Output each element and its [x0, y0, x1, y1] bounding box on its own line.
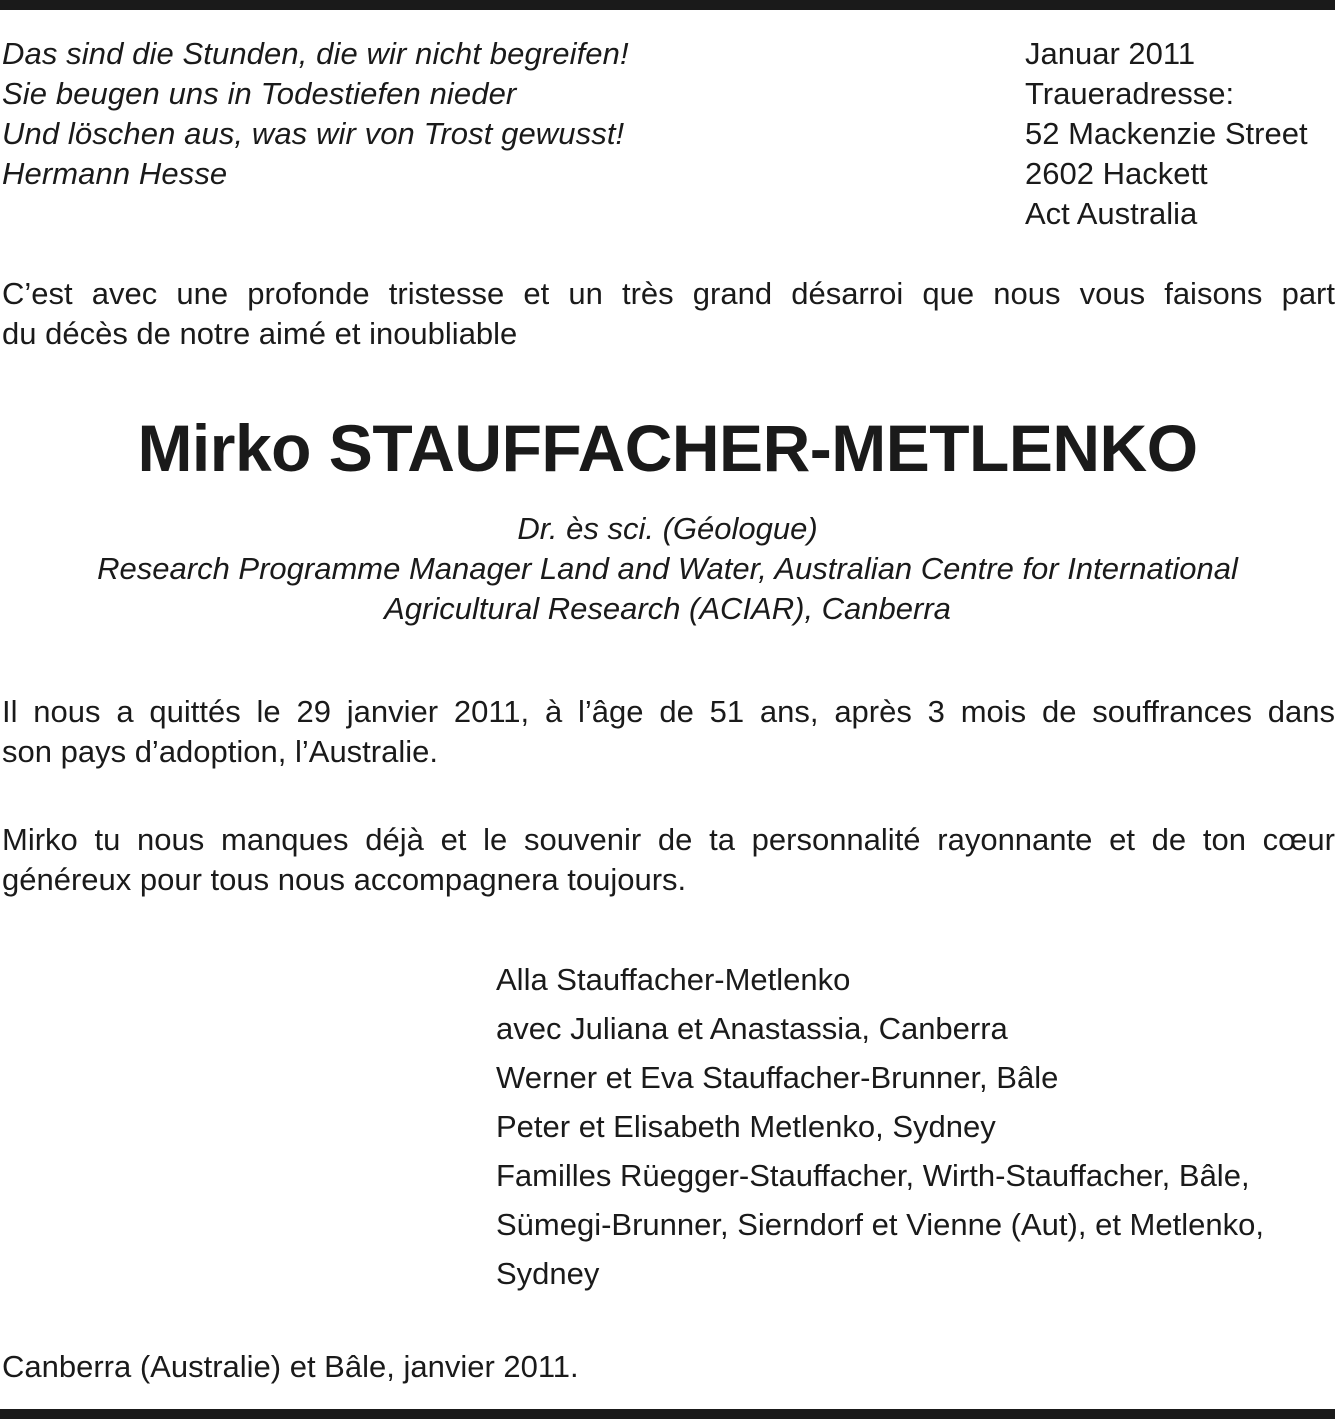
deceased-name: Mirko STAUFFACHER-METLENKO: [137, 411, 1198, 485]
address-label: Traueradresse:: [1025, 76, 1235, 111]
passing-paragraph: [2, 692, 1335, 772]
memory-line: Mirko tu nous manques déjà et le souvenir de ta personnalité rayonnante et de ton cœur: [2, 822, 1335, 857]
poem-line: Und löschen aus, was wir von Trost gewusst!: [2, 116, 625, 151]
poem-line: Das sind die Stunden, die wir nicht begreifen!: [2, 36, 629, 71]
memory-line: généreux pour tous nous accompagnera toujours.: [2, 862, 687, 897]
title-line: Agricultural Research (ACIAR), Canberra: [384, 591, 951, 626]
poem-author: Hermann Hesse: [2, 156, 228, 191]
title-line: Research Programme Manager Land and Water, Australian Centre for International: [97, 551, 1238, 586]
intro-line: du décès de notre aimé et inoubliable: [2, 316, 518, 351]
title-line: Dr. ès sci. (Géologue): [517, 511, 818, 546]
deceased-titles: [0, 509, 1335, 629]
address-country: Act Australia: [1025, 196, 1198, 231]
signatory-line: Alla Stauffacher-Metlenko: [496, 962, 851, 997]
mourning-address: [1025, 34, 1308, 234]
signatory-line: avec Juliana et Anastassia, Canberra: [496, 1011, 1008, 1046]
signatory-line: Peter et Elisabeth Metlenko, Sydney: [496, 1109, 996, 1144]
poem-line: Sie beugen uns in Todestiefen nieder: [2, 76, 517, 111]
top-border-rule: [0, 0, 1335, 10]
intro-paragraph: [2, 274, 1335, 354]
poem-quote: [2, 34, 629, 194]
signatory-line: Sümegi-Brunner, Sierndorf et Vienne (Aut), et Metlenko,: [496, 1207, 1264, 1242]
passing-line: son pays d’adoption, l’Australie.: [2, 734, 438, 769]
signatory-line: Sydney: [496, 1256, 600, 1291]
passing-line: Il nous a quittés le 29 janvier 2011, à l’âge de 51 ans, après 3 mois de souffrances dans: [2, 694, 1335, 729]
memory-paragraph: [2, 820, 1335, 900]
address-city: 2602 Hackett: [1025, 156, 1208, 191]
closing-place-date: Canberra (Australie) et Bâle, janvier 2011.: [2, 1349, 579, 1384]
address-street: 52 Mackenzie Street: [1025, 116, 1308, 151]
signatories-list: [496, 955, 1264, 1298]
intro-line: C’est avec une profonde tristesse et un très grand désarroi que nous vous faisons part: [2, 276, 1335, 311]
signatory-line: Werner et Eva Stauffacher-Brunner, Bâle: [496, 1060, 1059, 1095]
bottom-border-rule: [0, 1409, 1335, 1419]
signatory-line: Familles Rüegger-Stauffacher, Wirth-Stauffacher, Bâle,: [496, 1158, 1250, 1193]
address-date: Januar 2011: [1025, 36, 1196, 71]
